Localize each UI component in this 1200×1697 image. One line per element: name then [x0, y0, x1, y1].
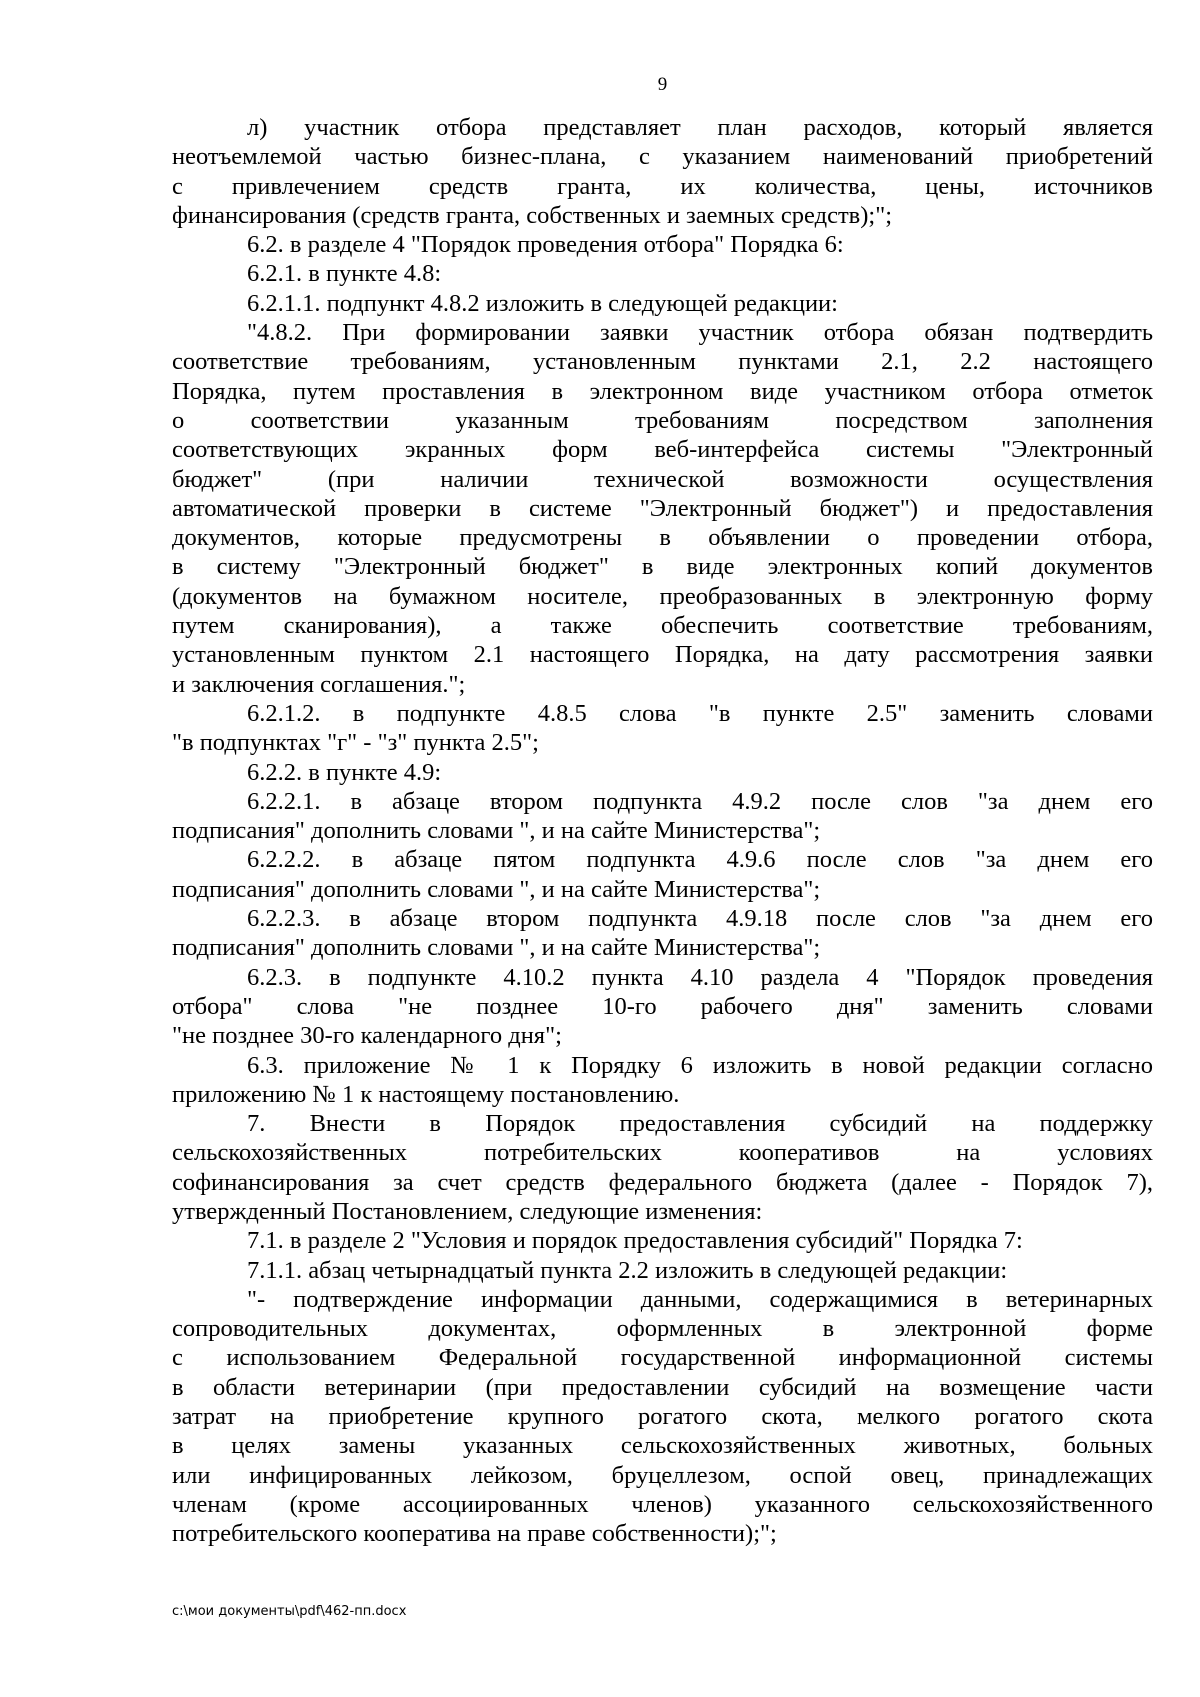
text-line: подписания" дополнить словами ", и на сайте Министерства";	[172, 875, 821, 903]
text-line: "- подтверждение информации данными, содержащимися в ветеринарных	[247, 1285, 1153, 1313]
text-line: членам (кроме ассоциированных членов) указанного сельскохозяйственного	[172, 1490, 1153, 1518]
text-line: 6.2.2. в пункте 4.9:	[247, 758, 442, 786]
paragraph	[172, 289, 1153, 318]
text-line: утвержденный Постановлением, следующие изменения:	[172, 1197, 763, 1225]
text-line: "4.8.2. При формировании заявки участник отбора обязан подтвердить	[247, 319, 1153, 347]
text-line: автоматической проверки в системе "Электронный бюджет") и предоставления	[172, 494, 1153, 522]
footer-file-path: c:\мои документы\pdf\462-пп.docx	[172, 1604, 407, 1619]
text-line: 6.2.1. в пункте 4.8:	[247, 260, 442, 288]
text-line: 7.1.1. абзац четырнадцатый пункта 2.2 изложить в следующей редакции:	[247, 1256, 1008, 1284]
text-line: сопроводительных документах, оформленных в электронной форме	[172, 1315, 1153, 1343]
paragraph	[172, 1226, 1153, 1255]
text-line: в области ветеринарии (при предоставлении субсидий на возмещение части	[172, 1373, 1153, 1401]
text-line: потребительского кооператива на праве собственности);";	[172, 1520, 777, 1548]
text-line: путем сканирования), а также обеспечить соответствие требованиям,	[172, 612, 1153, 640]
paragraph	[172, 963, 1153, 1051]
paragraph	[172, 230, 1153, 259]
text-line: "не позднее 30-го календарного дня";	[172, 1022, 562, 1050]
text-line: Порядка, путем проставления в электронном виде участником отбора отметок	[172, 377, 1153, 405]
text-line: 6.2.2.1. в абзаце втором подпункта 4.9.2 после слов "за днем его	[247, 787, 1153, 815]
text-line: 7.1. в разделе 2 "Условия и порядок предоставления субсидий" Порядка 7:	[247, 1227, 1023, 1255]
text-line: подписания" дополнить словами ", и на сайте Министерства";	[172, 817, 821, 845]
text-line: 6.2.1.2. в подпункте 4.8.5 слова "в пункте 2.5" заменить словами	[247, 699, 1153, 727]
text-line: 6.2.2.3. в абзаце втором подпункта 4.9.18 после слов "за днем его	[247, 905, 1153, 933]
text-line: 6.3. приложение № 1 к Порядку 6 изложить в новой редакции согласно	[247, 1051, 1153, 1079]
document-body	[172, 113, 1153, 1549]
paragraph	[172, 1051, 1153, 1110]
paragraph	[172, 259, 1153, 288]
text-line: и заключения соглашения.";	[172, 670, 466, 698]
paragraph	[172, 1285, 1153, 1549]
text-line: 6.2.3. в подпункте 4.10.2 пункта 4.10 раздела 4 "Порядок проведения	[247, 963, 1153, 991]
paragraph	[172, 904, 1153, 963]
text-line: соответствие требованиям, установленным пунктами 2.1, 2.2 настоящего	[172, 348, 1153, 376]
text-line: в целях замены указанных сельскохозяйственных животных, больных	[172, 1432, 1153, 1460]
text-line: соответствующих экранных форм веб-интерфейса системы "Электронный	[172, 436, 1153, 464]
paragraph	[172, 699, 1153, 758]
text-line: 6.2. в разделе 4 "Порядок проведения отбора" Порядка 6:	[247, 231, 844, 259]
text-line: с использованием Федеральной государственной информационной системы	[172, 1344, 1153, 1372]
text-line: 7. Внести в Порядок предоставления субсидий на поддержку	[247, 1110, 1153, 1138]
text-line: "в подпунктах "г" - "з" пункта 2.5";	[172, 729, 539, 757]
text-line: неотъемлемой частью бизнес-плана, с указанием наименований приобретений	[172, 143, 1153, 171]
page-number: 9	[657, 74, 668, 95]
paragraph	[172, 1256, 1153, 1285]
text-line: 6.2.2.2. в абзаце пятом подпункта 4.9.6 после слов "за днем его	[247, 846, 1153, 874]
paragraph	[172, 787, 1153, 846]
text-line: документов, которые предусмотрены в объявлении о проведении отбора,	[172, 524, 1153, 552]
text-line: о соответствии указанным требованиям посредством заполнения	[172, 406, 1153, 434]
text-line: приложению № 1 к настоящему постановлению.	[172, 1080, 680, 1108]
paragraph	[172, 318, 1153, 699]
text-line: 6.2.1.1. подпункт 4.8.2 изложить в следующей редакции:	[247, 289, 838, 317]
text-line: установленным пунктом 2.1 настоящего Порядка, на дату рассмотрения заявки	[172, 641, 1153, 669]
text-line: подписания" дополнить словами ", и на сайте Министерства";	[172, 934, 821, 962]
text-line: л) участник отбора представляет план расходов, который является	[247, 114, 1153, 141]
text-line: софинансирования за счет средств федерального бюджета (далее - Порядок 7),	[172, 1168, 1153, 1196]
text-line: затрат на приобретение крупного рогатого скота, мелкого рогатого скота	[172, 1403, 1153, 1431]
text-line: в систему "Электронный бюджет" в виде электронных копий документов	[172, 553, 1153, 581]
text-line: бюджет" (при наличии технической возможности осуществления	[172, 465, 1153, 493]
text-line: с привлечением средств гранта, их количества, цены, источников	[172, 172, 1153, 200]
paragraph	[172, 113, 1153, 230]
text-line: сельскохозяйственных потребительских кооперативов на условиях	[172, 1139, 1153, 1167]
text-line: (документов на бумажном носителе, преобразованных в электронную форму	[172, 582, 1153, 610]
paragraph	[172, 1109, 1153, 1226]
text-line: отбора" слова "не позднее 10-го рабочего дня" заменить словами	[172, 992, 1153, 1020]
paragraph	[172, 758, 1153, 787]
text-line: или инфицированных лейкозом, бруцеллезом, оспой овец, принадлежащих	[172, 1461, 1153, 1489]
text-line: финансирования (средств гранта, собственных и заемных средств);";	[172, 201, 892, 229]
paragraph	[172, 845, 1153, 904]
